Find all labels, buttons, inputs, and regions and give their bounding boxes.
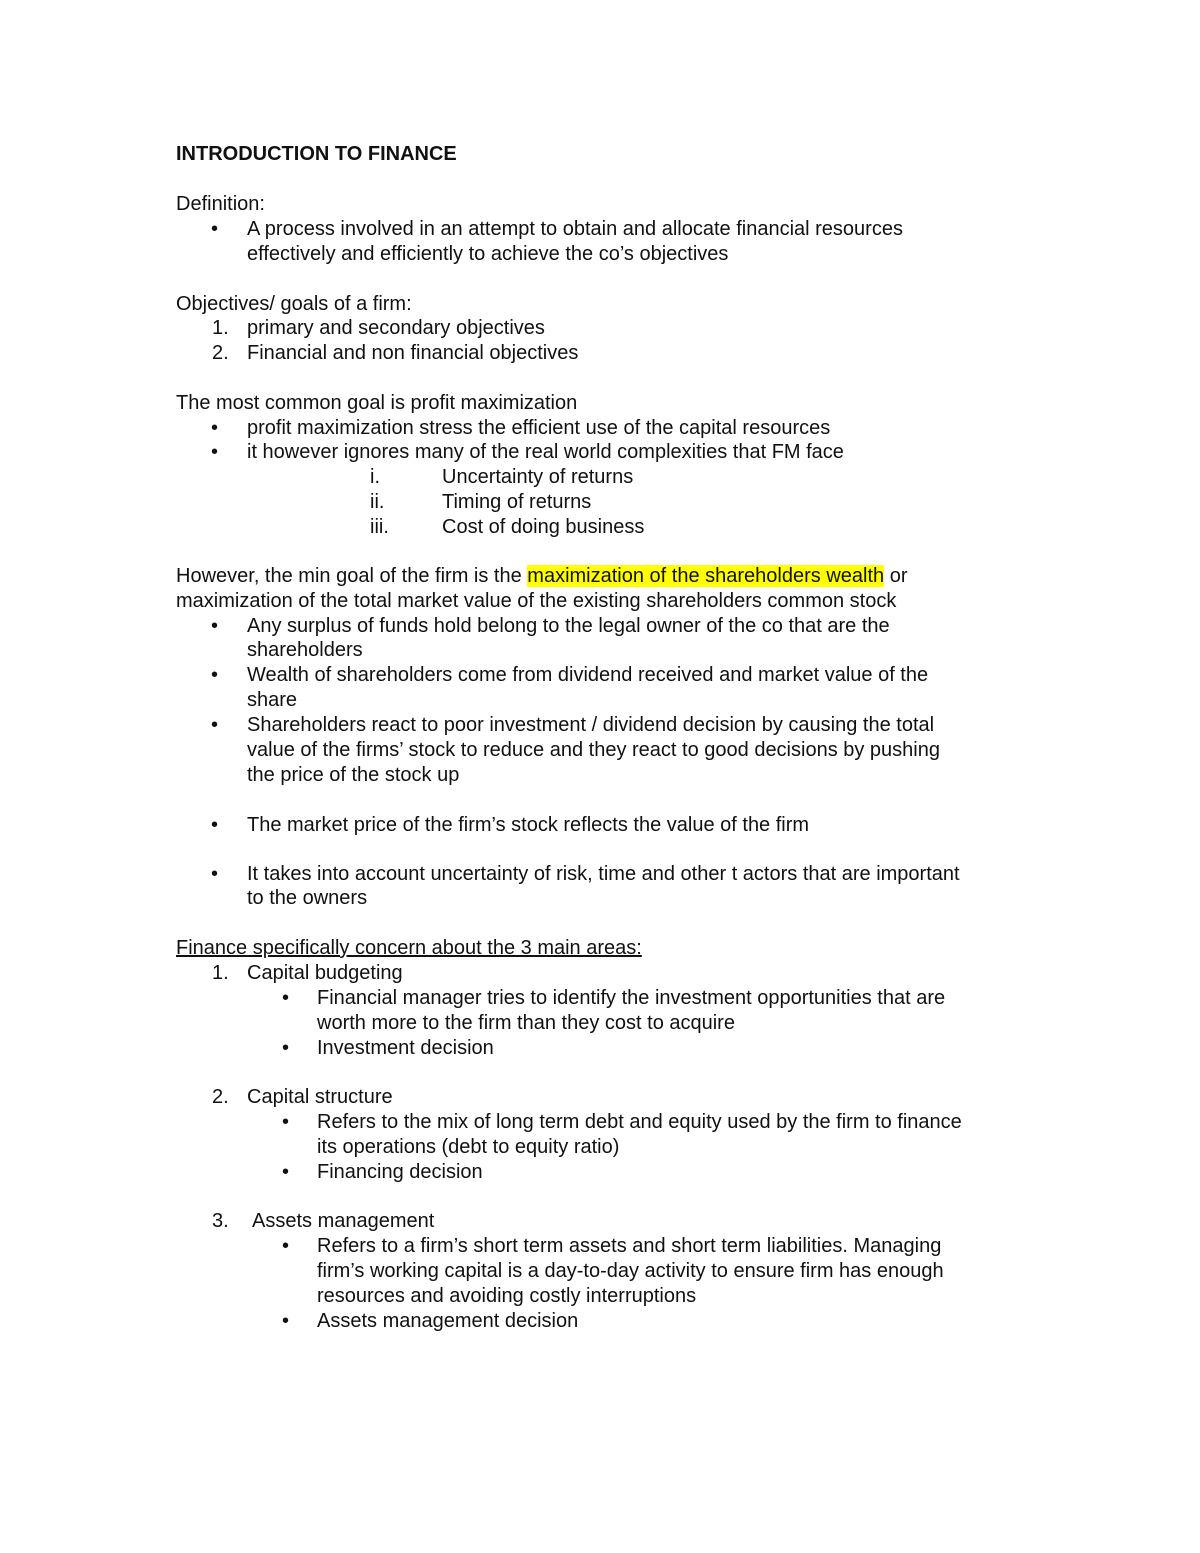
main-goal-bullet-line: share	[247, 689, 298, 711]
area-bullet-line: its operations (debt to equity ratio)	[317, 1136, 620, 1158]
area-bullet-line: Financial manager tries to identify the investment opportunities that are	[317, 987, 946, 1009]
main-goal-line-2: maximization of the total market value of the existing shareholders common stock	[176, 590, 897, 612]
list-number: 1.	[212, 317, 229, 339]
main-goal-bullet-line: Any surplus of funds hold belong to the legal owner of the co that are the	[247, 615, 890, 637]
main-goal-bullet-line: shareholders	[247, 639, 363, 661]
bullet-icon: •	[211, 615, 219, 637]
roman-item: Uncertainty of returns	[442, 466, 634, 488]
main-goal-bullet-line: to the owners	[247, 887, 368, 909]
objective-item: Financial and non financial objectives	[247, 342, 579, 364]
bullet-icon: •	[211, 417, 219, 439]
bullet-icon: •	[282, 987, 290, 1009]
main-goal-bullet-line: The market price of the firm’s stock reflects the value of the firm	[247, 814, 810, 836]
main-goal-highlight: maximization of the shareholders wealth	[527, 565, 885, 587]
main-goal-post: or	[884, 565, 908, 587]
main-goal-bullet-line: the price of the stock up	[247, 764, 460, 786]
roman-item: Timing of returns	[442, 491, 592, 513]
roman-number: i.	[370, 466, 380, 488]
objectives-heading: Objectives/ goals of a firm:	[176, 293, 412, 315]
area-bullet-line: Investment decision	[317, 1037, 494, 1059]
definition-heading: Definition:	[176, 193, 265, 215]
common-goal-bullet: it however ignores many of the real world complexities that FM face	[247, 441, 844, 463]
main-goal-line-1	[176, 564, 907, 588]
area-bullet-line: Refers to a firm’s short term assets and short term liabilities. Managing	[317, 1235, 942, 1257]
bullet-icon: •	[282, 1310, 290, 1332]
definition-text-line-1: A process involved in an attempt to obtain and allocate financial resources	[247, 218, 903, 240]
list-number: 2.	[212, 1086, 229, 1108]
roman-number: iii.	[370, 516, 389, 538]
area-bullet-line: Financing decision	[317, 1161, 483, 1183]
bullet-icon: •	[282, 1235, 290, 1257]
objective-item: primary and secondary objectives	[247, 317, 545, 339]
bullet-icon: •	[211, 441, 219, 463]
common-goal-bullet: profit maximization stress the efficient use of the capital resources	[247, 417, 831, 439]
bullet-icon: •	[211, 814, 219, 836]
definition-text-line-2: effectively and efficiently to achieve the co’s objectives	[247, 243, 729, 265]
bullet-icon: •	[211, 714, 219, 736]
areas-heading: Finance specifically concern about the 3 main areas:	[176, 937, 642, 959]
area-title: Capital budgeting	[247, 962, 403, 984]
main-goal-bullet-line: Wealth of shareholders come from dividend received and market value of the	[247, 664, 929, 686]
bullet-icon: •	[282, 1111, 290, 1133]
bullet-icon: •	[282, 1161, 290, 1183]
main-goal-bullet-line: Shareholders react to poor investment / dividend decision by causing the total	[247, 714, 935, 736]
page-title: INTRODUCTION TO FINANCE	[176, 143, 457, 165]
area-bullet-line: firm’s working capital is a day-to-day activity to ensure firm has enough	[317, 1260, 944, 1282]
area-title: Assets management	[252, 1210, 435, 1232]
bullet-icon: •	[211, 664, 219, 686]
list-number: 2.	[212, 342, 229, 364]
roman-number: ii.	[370, 491, 385, 513]
bullet-icon: •	[282, 1037, 290, 1059]
common-goal-heading: The most common goal is profit maximization	[176, 392, 578, 414]
area-bullet-line: worth more to the firm than they cost to acquire	[317, 1012, 735, 1034]
roman-item: Cost of doing business	[442, 516, 645, 538]
main-goal-bullet-line: It takes into account uncertainty of risk, time and other t actors that are important	[247, 863, 960, 885]
bullet-icon: •	[211, 218, 219, 240]
area-title: Capital structure	[247, 1086, 393, 1108]
list-number: 1.	[212, 962, 229, 984]
list-number: 3.	[212, 1210, 229, 1232]
area-bullet-line: Refers to the mix of long term debt and equity used by the firm to finance	[317, 1111, 962, 1133]
main-goal-pre: However, the min goal of the firm is the	[176, 565, 528, 587]
area-bullet-line: resources and avoiding costly interruptions	[317, 1285, 697, 1307]
bullet-icon: •	[211, 863, 219, 885]
area-bullet-line: Assets management decision	[317, 1310, 579, 1332]
main-goal-bullet-line: value of the firms’ stock to reduce and they react to good decisions by pushing	[247, 739, 940, 761]
